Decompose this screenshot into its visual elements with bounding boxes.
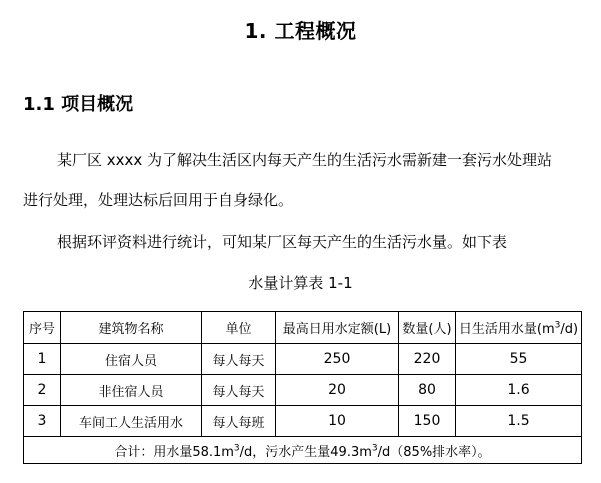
cell-daily: 1.6	[456, 375, 582, 406]
cell-count: 80	[399, 375, 456, 406]
cell-seq: 2	[24, 375, 61, 406]
total-text-2: /d，污水产生量49.3m	[239, 444, 372, 460]
total-sup-1: 3	[233, 443, 240, 454]
paragraph-intro-table: 根据环评资料进行统计，可知某厂区每天产生的生活污水量。如下表	[57, 233, 508, 251]
paragraph-line-2: 进行处理，处理达标后回用于自身绿化。	[23, 191, 294, 209]
header-seq: 序号	[24, 312, 61, 344]
cell-seq: 1	[24, 344, 61, 375]
total-sup-2: 3	[371, 443, 378, 454]
header-quota: 最高日用水定额(L)	[276, 312, 399, 344]
table-caption: 水量计算表 1-1	[248, 274, 353, 292]
header-daily-suffix: /d)	[560, 322, 579, 337]
paragraph-line-1: 某厂区 xxxx 为了解决生活区内每天产生的生活污水需新建一套污水处理站	[57, 151, 553, 169]
header-daily	[456, 312, 582, 344]
cell-name: 非住宿人员	[61, 375, 202, 406]
cell-daily: 55	[456, 344, 582, 375]
cell-quota: 250	[276, 344, 399, 375]
header-unit: 单位	[202, 312, 276, 344]
table-total-row	[24, 437, 582, 464]
total-text-3: /d（85%排水率）。	[377, 444, 491, 460]
table-row	[24, 406, 582, 437]
cell-seq: 3	[24, 406, 61, 437]
water-calculation-table	[23, 311, 582, 464]
cell-count: 220	[399, 344, 456, 375]
cell-name: 车间工人生活用水	[61, 406, 202, 437]
cell-quota: 10	[276, 406, 399, 437]
cell-name: 住宿人员	[61, 344, 202, 375]
header-daily-sup: 3	[554, 320, 561, 331]
table-row	[24, 344, 582, 375]
header-daily-text: 日生活用水量(m	[458, 322, 555, 337]
total-text-1: 合计：用水量58.1m	[114, 444, 234, 460]
cell-daily: 1.5	[456, 406, 582, 437]
table-row	[24, 375, 582, 406]
cell-unit: 每人每天	[202, 375, 276, 406]
section-heading: 1. 工程概况	[244, 19, 357, 43]
total-summary	[24, 437, 582, 464]
header-name: 建筑物名称	[61, 312, 202, 344]
subsection-heading: 1.1 项目概况	[23, 94, 134, 115]
header-count: 数量(人)	[399, 312, 456, 344]
table-header-row	[24, 312, 582, 344]
cell-unit: 每人每班	[202, 406, 276, 437]
cell-quota: 20	[276, 375, 399, 406]
cell-unit: 每人每天	[202, 344, 276, 375]
cell-count: 150	[399, 406, 456, 437]
